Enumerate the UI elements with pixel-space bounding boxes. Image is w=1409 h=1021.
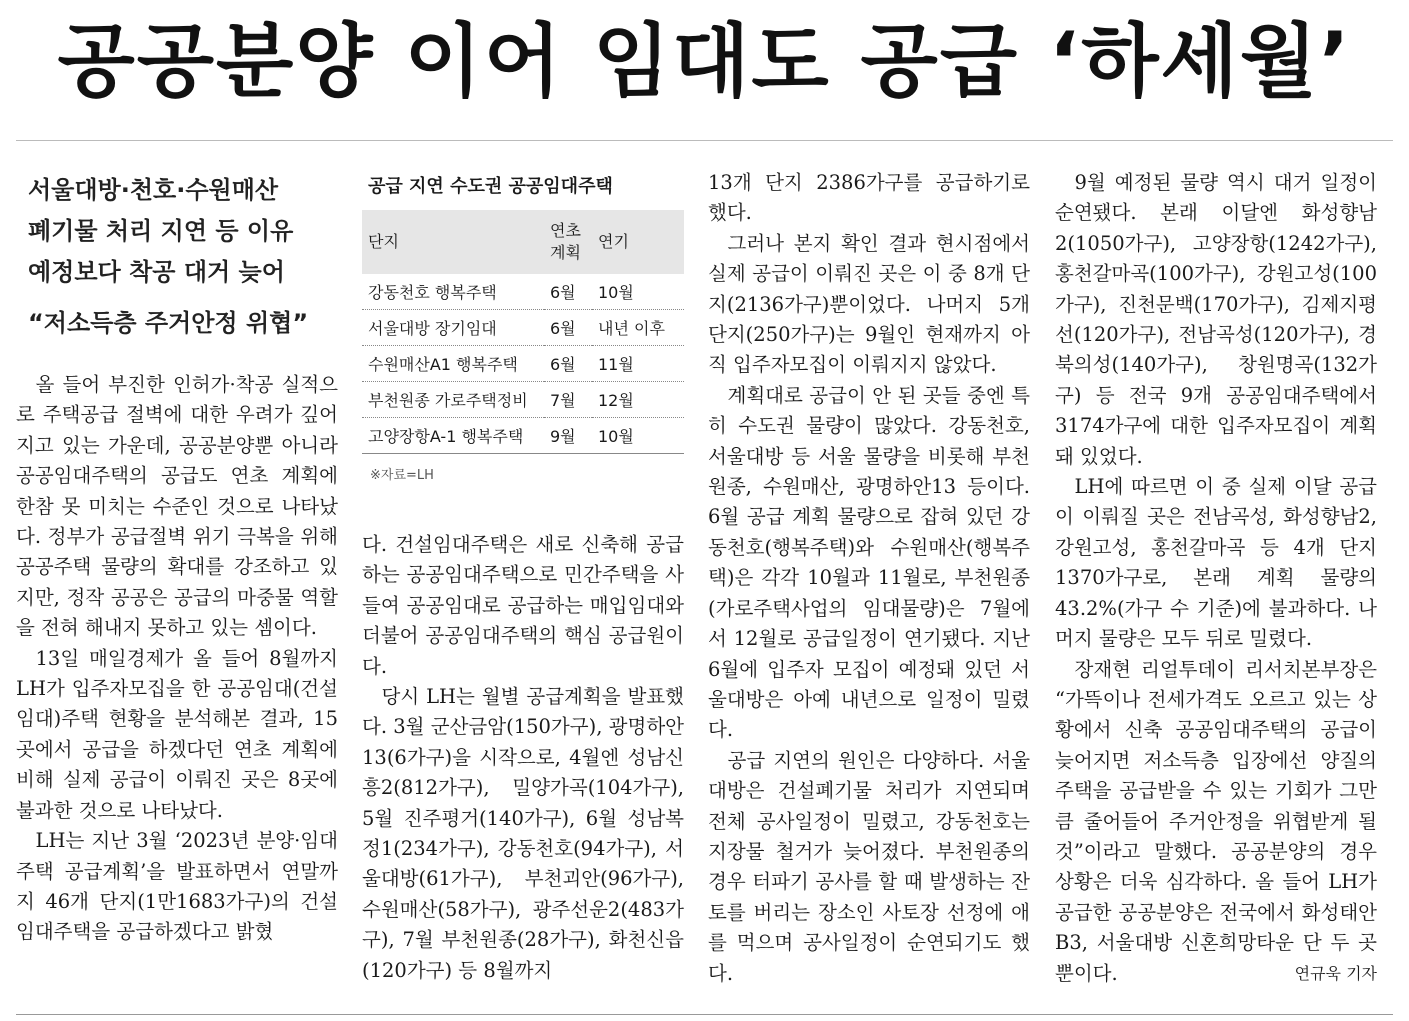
table-row: [362, 382, 684, 418]
header-original-plan: 연초 계획: [544, 210, 592, 274]
paragraph-text: 장재현 리얼투데이 리서치본부장은 “가뜩이나 전세가격도 오르고 있는 상황에서 신축 공공임대주택의 공급이 늦어지면 저소득층 입장에선 양질의 주택을 공급받을 수 있는 기회가 그만큼 줄어들어 주거안정을 위협받게 될 것”이라고 말했다. 공공분양의 경우 상황은 더욱 심각하다. 올 들어 LH가 공급한 공공분양은 전국에서 화성태안B3, 서울대방 신혼희망타운 단 두 곳뿐이다.: [1055, 657, 1377, 985]
paragraph: 올 들어 부진한 인허가·착공 실적으로 주택공급 절벽에 대한 우려가 깊어지고 있는 가운데, 공공분양뿐 아니라 공공임대주택의 공급도 연초 계획에 한참 못 미치는 수준인 것으로 나타났다. 정부가 공급절벽 위기 극복을 위해 공공주택 물량의 확대를 강조하고 있지만, 정작 공공은 공급의 마중물 역할을 전혀 해내지 못하고 있는 셈이다.: [16, 373, 338, 640]
byline: 연규욱 기자: [1294, 963, 1377, 983]
cell-delay: 11월: [592, 346, 684, 382]
article-column-4: [1055, 168, 1377, 989]
table-row: [362, 310, 684, 346]
table-source: ※자료=LH: [370, 468, 434, 483]
subhead-line: 폐기물 처리 지연 등 이유: [28, 217, 294, 245]
cell-plan: 6월: [544, 346, 592, 382]
supply-delay-table: [362, 210, 684, 454]
cell-plan: 6월: [544, 310, 592, 346]
paragraph: 9월 예정된 물량 역시 대거 일정이 순연됐다. 본래 이달엔 화성향남2(1050가구), 고양장항(1242가구), 홍천갈마곡(100가구), 강원고성(100가구), 진천문백(170가구), 김제지평선(120가구), 전남곡성(120가구), 경북의성(140가구), 창원명곡(132가구) 등 전국 9개 공공임대주택에서 3174가구에 대한 입주자모집이 계획돼 있었다.: [1055, 171, 1377, 468]
cell-delay: 10월: [592, 418, 684, 454]
headline: 공공분양 이어 임대도 공급 ‘하세월’: [57, 15, 1352, 108]
cell-plan: 9월: [544, 418, 592, 454]
cell-complex: 서울대방 장기임대: [362, 310, 544, 346]
cell-delay: 내년 이후: [592, 310, 684, 346]
top-rule: [16, 140, 1393, 141]
subhead-line: 서울대방·천호·수원매산: [28, 176, 279, 204]
header-postponed: 연기: [592, 210, 684, 274]
cell-plan: 6월: [544, 274, 592, 310]
paragraph: 공급 지연의 원인은 다양하다. 서울대방은 건설폐기물 처리가 지연되며 전체 공사일정이 밀렸고, 강동천호는 지장물 철거가 늦어졌다. 부천원종의 경우 터파기 공사를 할 때 발생하는 잔토를 버리는 장소인 사토장 선정에 애를 먹으며 공사일정이 순연되기도 했다.: [708, 748, 1030, 985]
table-header-row: [362, 210, 684, 274]
subhead-block: [28, 170, 338, 344]
cell-complex: 고양장항A-1 행복주택: [362, 418, 544, 454]
cell-complex: 수원매산A1 행복주택: [362, 346, 544, 382]
cell-plan: 7월: [544, 382, 592, 418]
cell-complex: 부천원종 가로주택정비: [362, 382, 544, 418]
paragraph: 계획대로 공급이 안 된 곳들 중엔 특히 수도권 물량이 많았다. 강동천호, 서울대방 등 서울 물량을 비롯해 부천원종, 수원매산, 광명하안13 등이다. 6월 공급 계획 물량으로 잡혀 있던 강동천호(행복주택)와 수원매산(행복주택)은 각각 10월과 11월로, 부천원종(가로주택사업의 임대물량)은 7월에서 12월로 공급일정이 연기됐다. 지난 6월에 입주자 모집이 예정돼 있던 서울대방은 아예 내년으로 일정이 밀렸다.: [708, 383, 1030, 742]
paragraph: 13일 매일경제가 올 들어 8월까지 LH가 입주자모집을 한 공공임대(건설임대)주택 현황을 분석해본 결과, 15곳에서 공급을 하겠다던 연초 계획에 비해 실제 공급이 이뤄진 곳은 8곳에 불과한 것으로 나타났다.: [16, 646, 338, 822]
paragraph: [1055, 655, 1377, 989]
cell-delay: 12월: [592, 382, 684, 418]
article-column-1: [16, 370, 338, 948]
subhead-line: 예정보다 착공 대거 늦어: [28, 258, 285, 286]
table-row: [362, 274, 684, 310]
table-row: [362, 346, 684, 382]
article-column-3: [708, 168, 1030, 989]
header-complex: 단지: [362, 210, 544, 274]
cell-delay: 10월: [592, 274, 684, 310]
paragraph: 13개 단지 2386가구를 공급하기로 했다.: [708, 171, 1030, 225]
paragraph: 그러나 본지 확인 결과 현시점에서 실제 공급이 이뤄진 곳은 이 중 8개 단지(2136가구)뿐이었다. 나머지 5개 단지(250가구)는 9월인 현재까지 아직 입주자모집이 이뤄지지 않았다.: [708, 231, 1030, 377]
supply-delay-table-box: [362, 172, 684, 493]
table-title: 공급 지연 수도권 공공임대주택: [368, 176, 613, 197]
table-row: [362, 418, 684, 454]
paragraph: LH는 지난 3월 ‘2023년 분양·임대주택 공급계획’을 발표하면서 연말까지 46개 단지(1만1683가구)의 건설임대주택을 공급하겠다고 밝혔: [16, 829, 338, 944]
paragraph: LH에 따르면 이 중 실제 이달 공급이 이뤄질 곳은 전남곡성, 화성향남2, 강원고성, 홍천갈마곡 등 4개 단지 1370가구로, 본래 계획 물량의 43.2%(가구 수 기준)에 불과하다. 나머지 물량은 모두 뒤로 밀렸다.: [1055, 475, 1377, 651]
paragraph: 다. 건설임대주택은 새로 신축해 공급하는 공공임대주택으로 민간주택을 사들여 공공임대로 공급하는 매입임대와 더불어 공공임대주택의 핵심 공급원이다.: [362, 533, 684, 678]
cell-complex: 강동천호 행복주택: [362, 274, 544, 310]
bottom-rule: [16, 1014, 1393, 1015]
article-column-2: [362, 530, 684, 986]
paragraph: 당시 LH는 월별 공급계획을 발표했다. 3월 군산금암(150가구), 광명하안13(6가구)을 시작으로, 4월엔 성남신흥2(812가구), 밀양가곡(104가구), 5월 진주평거(140가구), 6월 성남복정1(234가구), 강동천호(94가구), 서울대방(61가구), 부천괴안(96가구), 수원매산(58가구), 광주선운2(483가구), 7월 부천원종(28가구), 화천신읍(120가구) 등 8월까지: [362, 685, 684, 982]
subhead-quote: “저소득층 주거안정 위협”: [28, 309, 309, 337]
